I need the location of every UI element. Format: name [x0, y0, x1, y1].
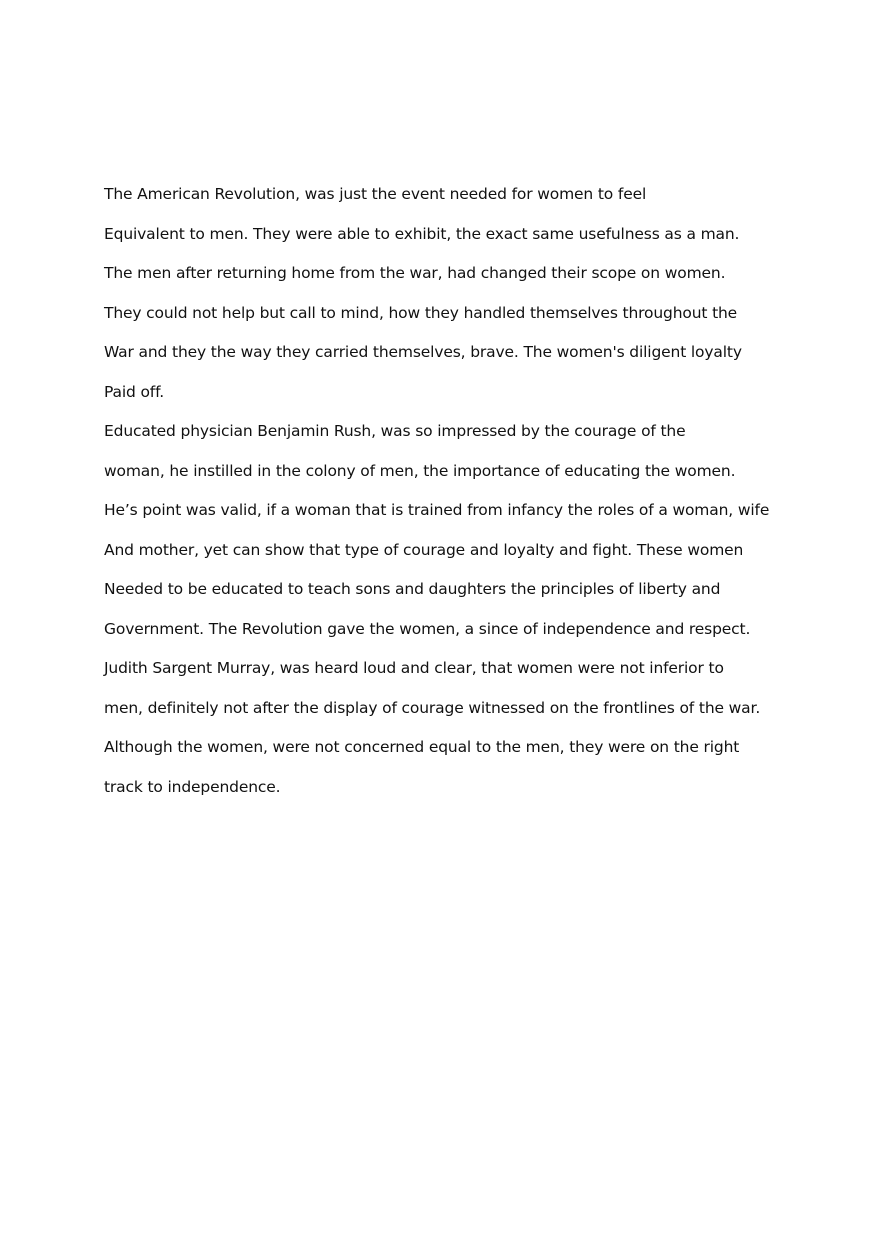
text-line: And mother, yet can show that type of courage and loyalty and fight. These women	[104, 540, 744, 559]
text-line: woman, he instilled in the colony of men, the importance of educating the women.	[104, 461, 736, 480]
essay-body	[104, 180, 804, 812]
text-line: Needed to be educated to teach sons and daughters the principles of liberty and	[104, 580, 721, 598]
text-line: The men after returning home from the war, had changed their scope on women.	[104, 264, 726, 282]
text-line: The American Revolution, was just the event needed for women to feel	[104, 185, 647, 203]
text-line: Although the women, were not concerned equal to the men, they were on the right	[104, 738, 740, 756]
text-line: track to independence.	[104, 777, 281, 796]
text-line: Government. The Revolution gave the women, a since of independence and respect.	[104, 619, 751, 638]
text-line: Paid off.	[104, 382, 165, 401]
text-line: Judith Sargent Murray, was heard loud and clear, that women were not inferior to	[104, 659, 724, 677]
text-line: men, definitely not after the display of courage witnessed on the frontlines of the war.	[104, 698, 761, 717]
text-line: War and they the way they carried themselves, brave. The women's diligent loyalty	[104, 343, 742, 361]
text-line: He’s point was valid, if a woman that is trained from infancy the roles of a woman, wife	[104, 501, 770, 519]
text-line: Educated physician Benjamin Rush, was so impressed by the courage of the	[104, 422, 686, 440]
text-line: They could not help but call to mind, how they handled themselves throughout the	[104, 303, 738, 322]
text-line: Equivalent to men. They were able to exhibit, the exact same usefulness as a man.	[104, 224, 740, 243]
